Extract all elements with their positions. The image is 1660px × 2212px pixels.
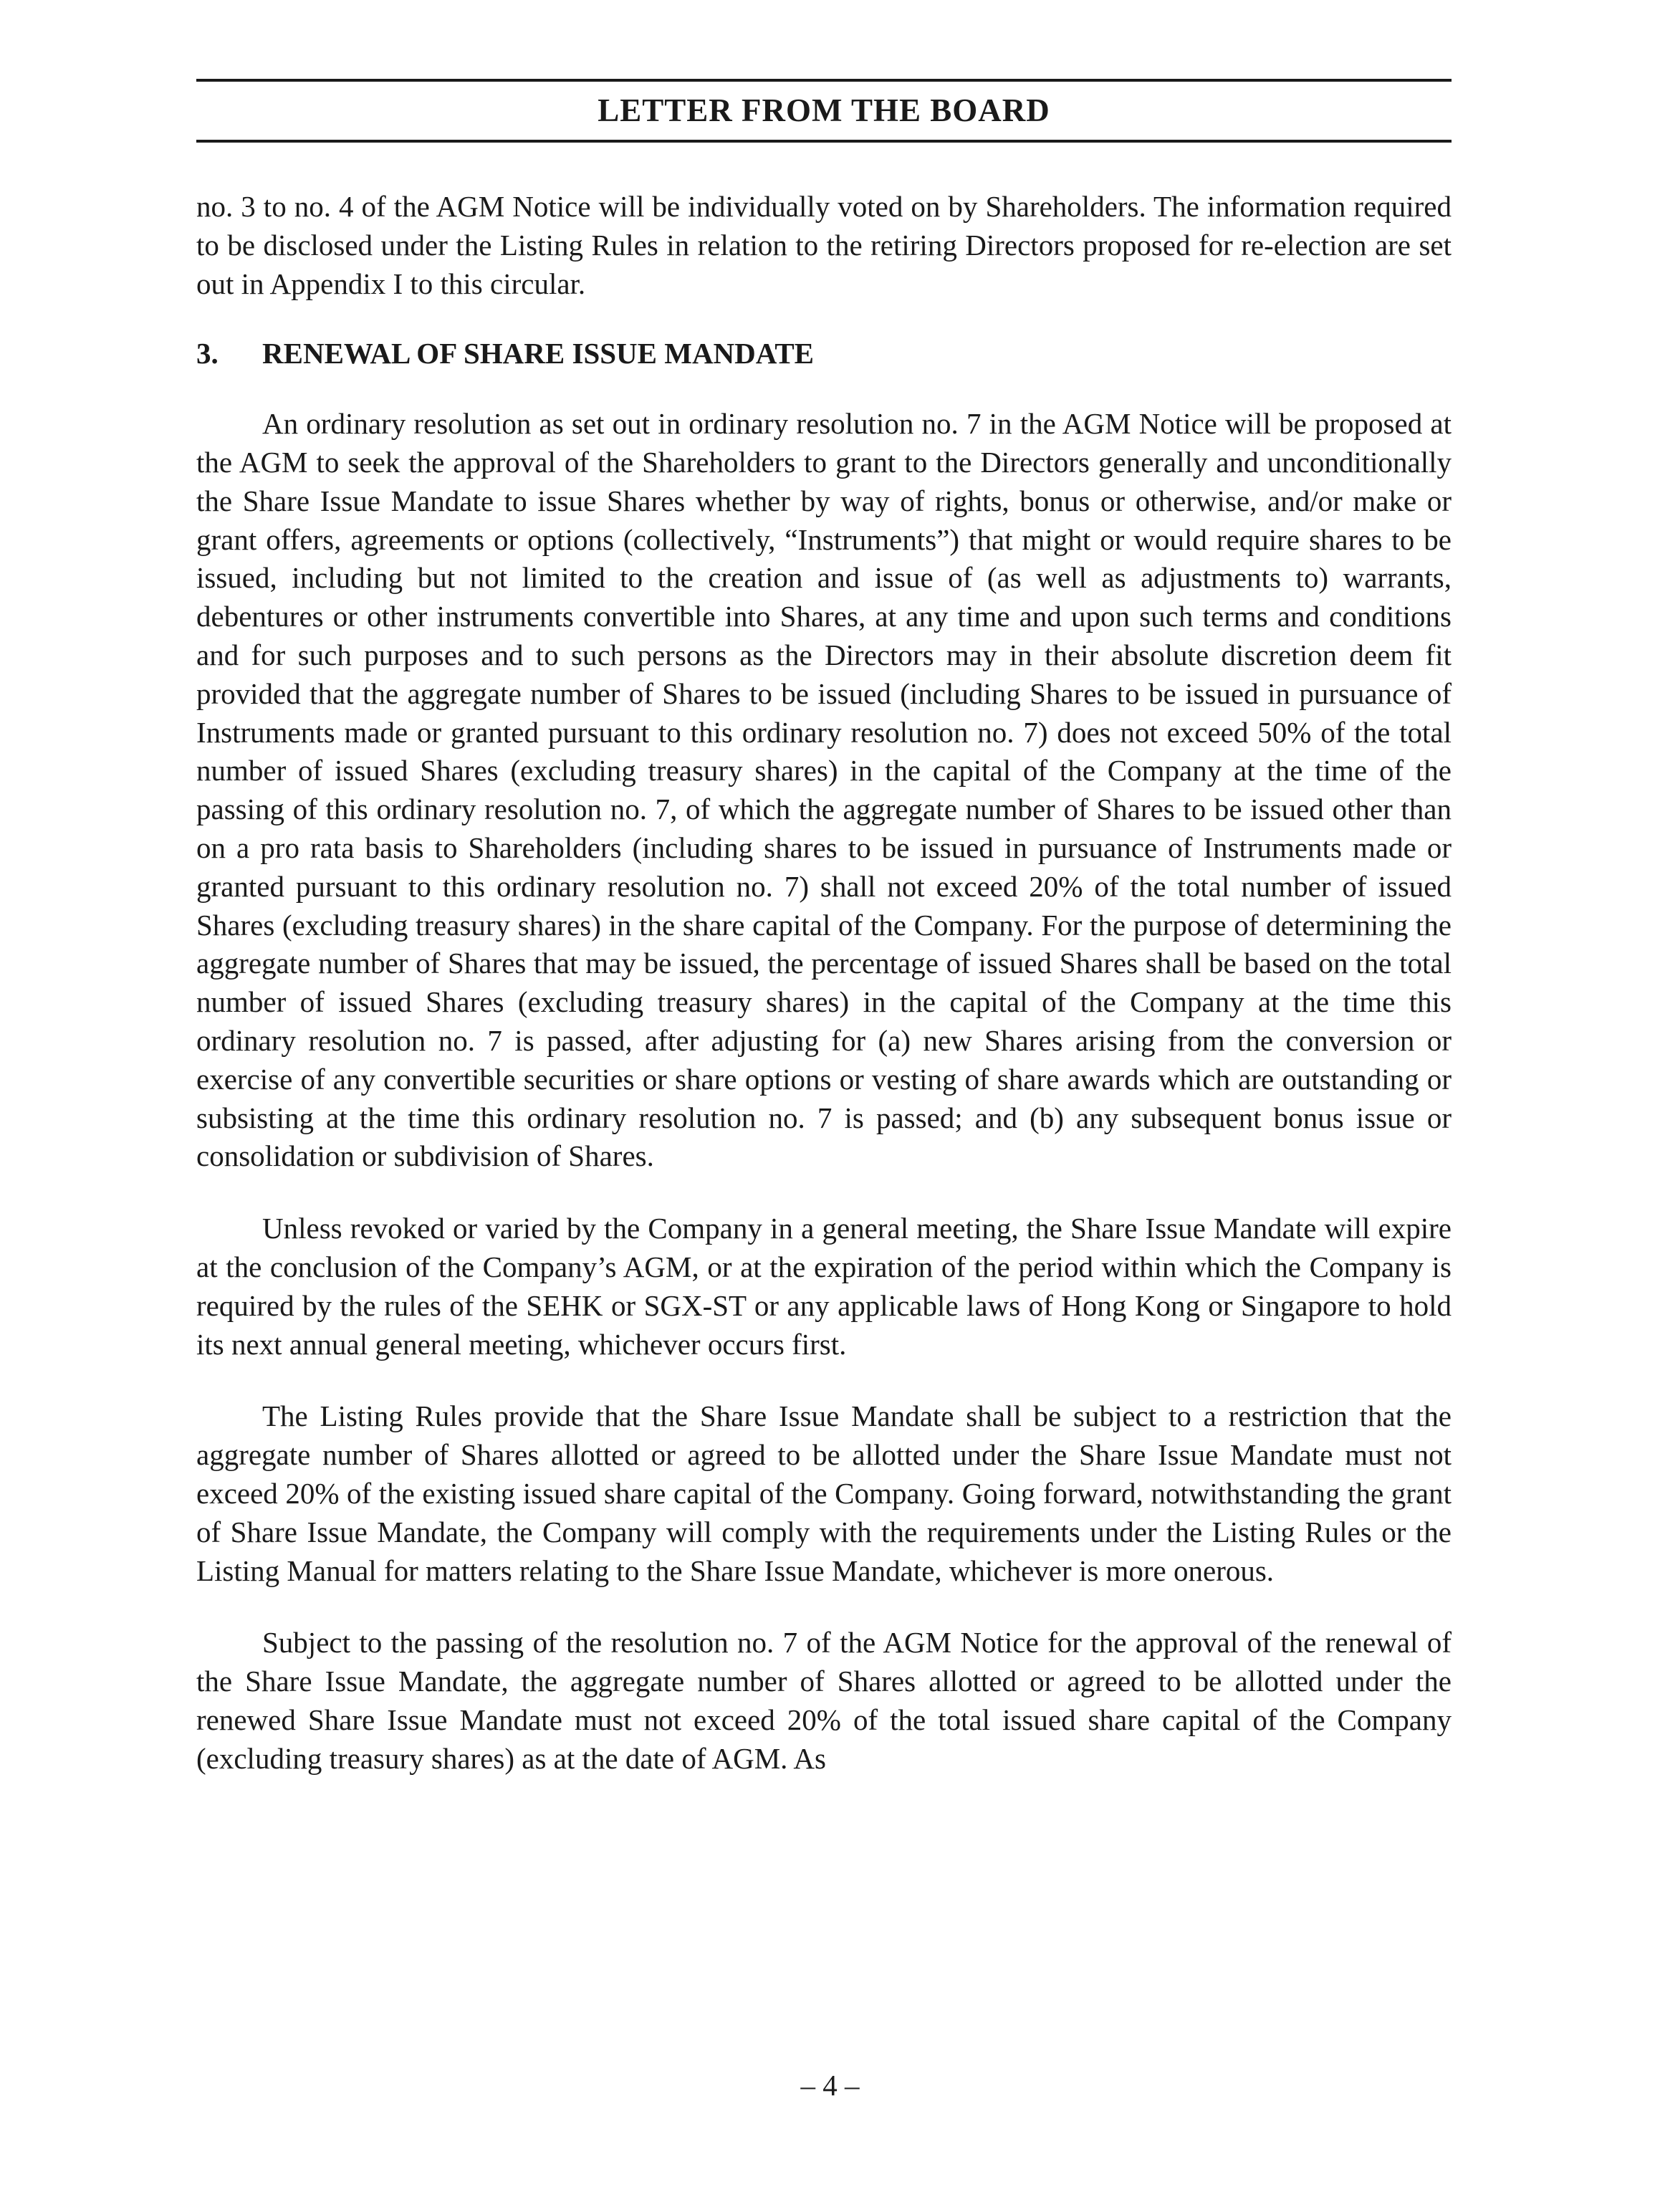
- document-body: [196, 188, 1452, 1778]
- header-bottom-rule: [196, 140, 1452, 143]
- page-number: – 4 –: [800, 2069, 860, 2102]
- section-number: 3.: [196, 337, 219, 370]
- body-paragraph: The Listing Rules provide that the Share Issue Mandate shall be subject to a restriction that the aggregate number of Shares allotted or agreed to be allotted under the Share Issue Mandate must not exceed 20% of the existing issued share capital of the Company. Going forward, notwithstanding the grant of Share Issue Mandate, the Company will comply with the requirements under the Listing Rules or the Listing Manual for matters relating to the Share Issue Mandate, whichever is more onerous.: [196, 1399, 1452, 1587]
- page-header-title: LETTER FROM THE BOARD: [598, 92, 1050, 128]
- body-paragraph: Subject to the passing of the resolution no. 7 of the AGM Notice for the approval of the renewal of the Share Issue Mandate, the aggregate number of Shares allotted or agreed to be allotted under the renewed Share Issue Mandate must not exceed 20% of the total issued share capital of the Company (excluding treasury shares) as at the date of AGM. As: [196, 1626, 1452, 1775]
- header-top-rule: [196, 79, 1452, 82]
- body-paragraph: An ordinary resolution as set out in ordinary resolution no. 7 in the AGM Notice will be proposed at the AGM to seek the approval of the Shareholders to grant to the Directors generally and unconditionally the Share Issue Mandate to issue Shares whether by way of rights, bonus or otherwise, and/or make or grant offers, agreements or options (collectively, “Instruments”) that might or would require shares to be issued, including but not limited to the creation and issue of (as well as adjustments to) warrants, debentures or other instruments convertible into Shares, at any time and upon such terms and conditions and for such purposes and to such persons as the Directors may in their absolute discretion deem fit provided that the aggregate number of Shares to be issued (including Shares to be issued in pursuance of Instruments made or granted pursuant to this ordinary resolution no. 7) does not exceed 50% of the total number of issued Shares (excluding treasury shares) in the capital of the Company at the time of the passing of this ordinary resolution no. 7, of which the aggregate number of Shares to be issued other than on a pro rata basis to Shareholders (including shares to be issued in pursuance of Instruments made or granted pursuant to this ordinary resolution no. 7) shall not exceed 20% of the total number of issued Shares (excluding treasury shares) in the share capital of the Company. For the purpose of determining the aggregate number of Shares that may be issued, the percentage of issued Shares shall be based on the total number of issued Shares (excluding treasury shares) in the capital of the Company at the time this ordinary resolution no. 7 is passed, after adjusting for (a) new Shares arising from the conversion or exercise of any convertible securities or share options or vesting of share awards which are outstanding or subsisting at the time this ordinary resolution no. 7 is passed; and (b) any subsequent bonus issue or consolidation or subdivision of Shares.: [196, 407, 1452, 1173]
- section-title: RENEWAL OF SHARE ISSUE MANDATE: [262, 337, 815, 370]
- intro-paragraph: no. 3 to no. 4 of the AGM Notice will be individually voted on by Shareholders. The information required to be disclosed under the Listing Rules in relation to the retiring Directors proposed for re-election are set out in Appendix I to this circular.: [196, 190, 1452, 300]
- section-heading: [196, 335, 1452, 373]
- body-paragraph: Unless revoked or varied by the Company in a general meeting, the Share Issue Mandate will expire at the conclusion of the Company’s AGM, or at the expiration of the period within which the Company is required by the rules of the SEHK or SGX-ST or any applicable laws of Hong Kong or Singapore to hold its next annual general meeting, whichever occurs first.: [196, 1212, 1452, 1361]
